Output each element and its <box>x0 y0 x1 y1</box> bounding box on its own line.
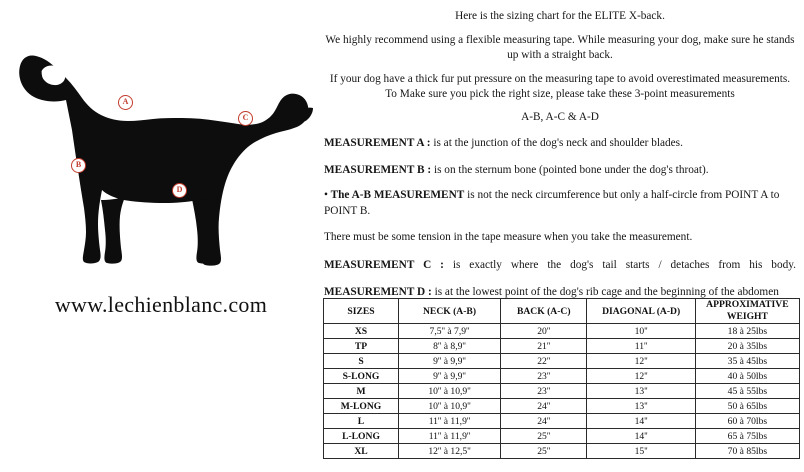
sizing-table-body <box>324 324 800 459</box>
cell-size: XS <box>324 324 399 339</box>
cell-back: 21'' <box>501 339 587 354</box>
measurement-a-label: MEASUREMENT A : <box>324 137 431 149</box>
cell-size: S-LONG <box>324 369 399 384</box>
dog-silhouette <box>6 18 316 278</box>
intro-line-1: Here is the sizing chart for the ELITE X-back. <box>455 10 665 22</box>
cell-diagonal: 15'' <box>587 444 695 459</box>
cell-back: 25'' <box>501 444 587 459</box>
cell-weight: 50 à 65lbs <box>695 399 799 414</box>
cell-diagonal: 14'' <box>587 429 695 444</box>
header-weight <box>695 299 799 324</box>
note-bold: The A-B MEASUREMENT <box>327 189 465 201</box>
cell-weight: 45 à 55lbs <box>695 384 799 399</box>
cell-weight: 18 à 25lbs <box>695 324 799 339</box>
table-row <box>324 399 800 414</box>
cell-neck: 9'' à 9,9'' <box>398 354 500 369</box>
table-row <box>324 444 800 459</box>
cell-size: L <box>324 414 399 429</box>
cell-neck: 11'' à 11,9'' <box>398 414 500 429</box>
note-bullet: • <box>324 189 328 201</box>
measurement-a <box>324 136 796 152</box>
table-row <box>324 354 800 369</box>
cell-neck: 10'' à 10,9'' <box>398 384 500 399</box>
cell-weight: 20 à 35lbs <box>695 339 799 354</box>
three-point-measurements: A-B, A-C & A-D <box>521 110 599 123</box>
cell-weight: 70 à 85lbs <box>695 444 799 459</box>
tension-note: There must be some tension in the tape measure when you take the measurement. <box>324 231 693 243</box>
marker-d: D <box>172 183 187 198</box>
cell-diagonal: 11'' <box>587 339 695 354</box>
header-neck: NECK (A-B) <box>398 299 500 324</box>
measurement-b-label: MEASUREMENT B : <box>324 163 432 176</box>
cell-back: 25'' <box>501 429 587 444</box>
cell-weight: 40 à 50lbs <box>695 369 799 384</box>
header-weight-line1: APPROXIMATIVE <box>706 299 789 310</box>
sizing-table-head <box>324 299 800 324</box>
cell-diagonal: 12'' <box>587 369 695 384</box>
sizing-table <box>323 298 800 459</box>
cell-size: TP <box>324 339 399 354</box>
cell-size: XL <box>324 444 399 459</box>
note-text: is not the neck circumference but only a half-circle from POINT A to POINT B. <box>324 189 780 217</box>
measurement-d-text: is at the lowest point of the dog's rib cage and the beginning of the abdomen <box>431 286 779 298</box>
table-row <box>324 324 800 339</box>
cell-neck: 9'' à 9,9'' <box>398 369 500 384</box>
measurement-b <box>324 163 796 179</box>
header-back: BACK (A-C) <box>501 299 587 324</box>
table-row <box>324 339 800 354</box>
header-sizes: SIZES <box>324 299 399 324</box>
cell-neck: 10'' à 10,9'' <box>398 399 500 414</box>
measurement-c-text: is exactly where the dog's tail starts / detaches from his body. <box>443 258 796 271</box>
cell-diagonal: 13'' <box>587 384 695 399</box>
cell-diagonal: 13'' <box>587 399 695 414</box>
note-half-circle <box>324 188 796 219</box>
cell-back: 23'' <box>501 384 587 399</box>
illustration-column <box>0 0 318 472</box>
cell-weight: 60 à 70lbs <box>695 414 799 429</box>
cell-diagonal: 12'' <box>587 354 695 369</box>
header-diagonal: DIAGONAL (A-D) <box>587 299 695 324</box>
cell-weight: 65 à 75lbs <box>695 429 799 444</box>
intro-line-2: We highly recommend using a flexible measuring tape. While measuring your dog, make sure he stands up with a straight back. <box>325 33 795 61</box>
measurement-d-label: MEASUREMENT D : <box>324 286 432 298</box>
cell-neck: 11'' à 11,9'' <box>398 429 500 444</box>
intro-line-3: If your dog have a thick fur put pressure on the measuring tape to avoid overestimated measurements. To Make sure you pick the right size, please take these 3-point measurements <box>329 72 791 100</box>
cell-back: 24'' <box>501 399 587 414</box>
cell-size: L-LONG <box>324 429 399 444</box>
cell-size: M-LONG <box>324 399 399 414</box>
measurement-c <box>324 258 796 274</box>
cell-back: 20'' <box>501 324 587 339</box>
cell-size: M <box>324 384 399 399</box>
cell-weight: 35 à 45lbs <box>695 354 799 369</box>
measurement-a-text: is at the junction of the dog's neck and shoulder blades. <box>430 137 683 149</box>
table-header-row <box>324 299 800 324</box>
measurement-c-label: MEASUREMENT C : <box>324 258 444 271</box>
cell-neck: 8'' à 8,9'' <box>398 339 500 354</box>
measurement-b-text: is on the sternum bone (pointed bone under the dog's throat). <box>431 163 709 176</box>
cell-back: 22'' <box>501 354 587 369</box>
cell-diagonal: 14'' <box>587 414 695 429</box>
header-weight-line2: WEIGHT <box>726 311 768 322</box>
cell-size: S <box>324 354 399 369</box>
cell-back: 24'' <box>501 414 587 429</box>
table-row <box>324 384 800 399</box>
sizing-table-container <box>323 298 800 459</box>
marker-c: C <box>238 111 253 126</box>
marker-a: A <box>118 95 133 110</box>
dog-silhouette-svg <box>6 18 316 278</box>
cell-back: 23'' <box>501 369 587 384</box>
brand-url: www.lechienblanc.com <box>54 292 268 317</box>
marker-b: B <box>71 158 86 173</box>
table-row <box>324 369 800 384</box>
cell-diagonal: 10'' <box>587 324 695 339</box>
cell-neck: 7,5'' à 7,9'' <box>398 324 500 339</box>
table-row <box>324 414 800 429</box>
cell-neck: 12'' à 12,5'' <box>398 444 500 459</box>
table-row <box>324 429 800 444</box>
